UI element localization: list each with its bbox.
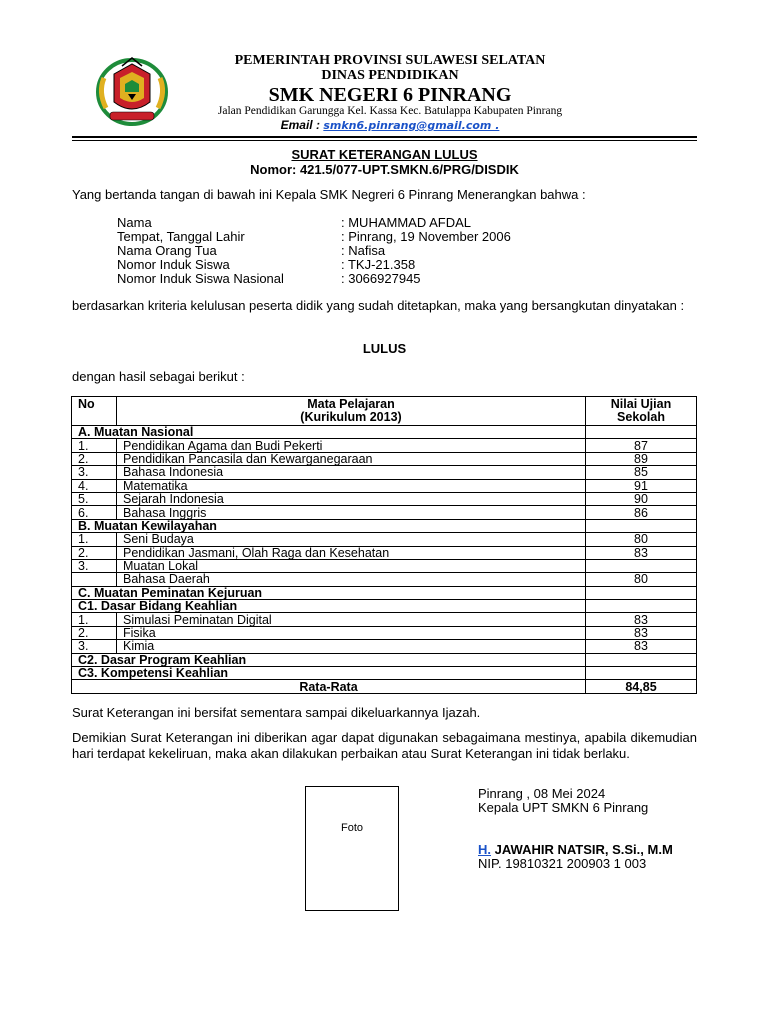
table-row (72, 573, 697, 586)
table-section-row (72, 586, 697, 599)
grades-table (71, 396, 697, 694)
table-row (72, 640, 697, 653)
subject-score (586, 653, 697, 666)
identity-value-nisn: : 3066927945 (341, 271, 421, 286)
identity-value-nis: : TKJ-21.358 (341, 257, 416, 272)
table-header-row (72, 397, 697, 426)
subject-score (586, 586, 697, 599)
subject-score: 83 (586, 640, 697, 653)
header-divider-thin (72, 140, 697, 141)
subject-score: 89 (586, 452, 697, 465)
row-number: 2. (72, 452, 117, 465)
section-title: C. Muatan Peminatan Kejuruan (72, 586, 586, 599)
row-number: 3. (72, 640, 117, 653)
header-score-line2: Sekolah (617, 410, 665, 424)
header-email-line (150, 118, 630, 132)
identity-value-birth: : Pinrang, 19 November 2006 (341, 229, 511, 244)
header-subject-line2: (Kurikulum 2013) (300, 410, 402, 424)
subject-name: Seni Budaya (117, 533, 586, 546)
subject-score: 90 (586, 492, 697, 505)
header-government: PEMERINTAH PROVINSI SULAWESI SELATAN (234, 53, 546, 68)
subject-name: Bahasa Inggris (117, 506, 586, 519)
row-number: 1. (72, 533, 117, 546)
table-section-row (72, 600, 697, 613)
table-row (72, 626, 697, 639)
subject-score: 85 (586, 466, 697, 479)
identity-value-parent: : Nafisa (341, 243, 386, 258)
identity-value-name: : MUHAMMAD AFDAL (341, 215, 472, 230)
signature-position: Kepala UPT SMKN 6 Pinrang (478, 800, 649, 815)
identity-label-parent: Nama Orang Tua (117, 243, 217, 258)
section-title: C2. Dasar Program Keahlian (72, 653, 586, 666)
row-number: 1. (72, 439, 117, 452)
signatory-nip: NIP. 19810321 200903 1 003 (478, 856, 647, 871)
section-title: C1. Dasar Bidang Keahlian (72, 600, 586, 613)
email-link[interactable]: smkn6.pinrang@gmail.com . (323, 119, 500, 132)
section-title: C3. Kompetensi Keahlian (72, 667, 586, 680)
subject-name: Pendidikan Jasmani, Olah Raga dan Kesehatan (117, 546, 586, 559)
table-row (72, 439, 697, 452)
table-row (72, 546, 697, 559)
signatory-name-prefix: H. (478, 842, 491, 857)
section-title: B. Muatan Kewilayahan (72, 519, 586, 532)
subject-score: 83 (586, 613, 697, 626)
header-department: DINAS PENDIDIKAN (321, 68, 459, 83)
subject-score: 87 (586, 439, 697, 452)
row-number: 2. (72, 626, 117, 639)
row-number: 5. (72, 492, 117, 505)
identity-label-nis: Nomor Induk Siswa (117, 257, 230, 272)
identity-label-name: Nama (117, 215, 152, 230)
subject-name: Kimia (117, 640, 586, 653)
closing-text: Demikian Surat Keterangan ini diberikan agar dapat digunakan sebagaimana mestinya, apabila dikemudian hari terdapat kekeliruan, maka akan dilakukan perbaikan atau Surat Keterangan ini tidak berlaku. (72, 730, 697, 761)
header-no: No (72, 397, 117, 426)
header-school-name: SMK NEGERI 6 PINRANG (268, 84, 512, 106)
criteria-text: berdasarkan kriteria kelulusan peserta didik yang sudah ditetapkan, maka yang bersangkutan dinyatakan : (72, 298, 685, 313)
signatory-name (478, 842, 673, 857)
status-lulus: LULUS (362, 341, 407, 356)
intro-text: Yang bertanda tangan di bawah ini Kepala SMK Negreri 6 Pinrang Menerangkan bahwa : (72, 187, 586, 202)
subject-name: Pendidikan Pancasila dan Kewarganegaraan (117, 452, 586, 465)
subject-name: Matematika (117, 479, 586, 492)
photo-label: Foto (340, 822, 363, 834)
header-score (586, 397, 697, 426)
photo-placeholder (305, 786, 399, 911)
letter-title: SURAT KETERANGAN LULUS (291, 147, 478, 162)
subject-score: 91 (586, 479, 697, 492)
row-number: 2. (72, 546, 117, 559)
signatory-name-text: JAWAHIR NATSIR, S.Si., M.M (491, 842, 673, 857)
subject-score: 83 (586, 626, 697, 639)
table-row (72, 479, 697, 492)
subject-name: Muatan Lokal (117, 559, 586, 572)
section-title: A. Muatan Nasional (72, 426, 586, 439)
header-subject-line1: Mata Pelajaran (307, 397, 395, 411)
subject-score (586, 667, 697, 680)
table-section-row (72, 519, 697, 532)
subject-score (586, 600, 697, 613)
subject-name: Pendidikan Agama dan Budi Pekerti (117, 439, 586, 452)
header-score-line1: Nilai Ujian (610, 397, 672, 411)
subject-name: Bahasa Daerah (117, 573, 586, 586)
average-label: Rata-Rata (72, 680, 586, 693)
table-section-row (72, 667, 697, 680)
table-section-row (72, 426, 697, 439)
subject-score (586, 426, 697, 439)
header-address: Jalan Pendidikan Garungga Kel. Kassa Kec. Batulappa Kabupaten Pinrang (217, 105, 563, 117)
results-intro: dengan hasil sebagai berikut : (72, 369, 245, 384)
subject-name: Sejarah Indonesia (117, 492, 586, 505)
average-value: 84,85 (586, 680, 697, 693)
letter-number: Nomor: 421.5/077-UPT.SMKN.6/PRG/DISDIK (250, 162, 519, 177)
row-number (72, 573, 117, 586)
subject-name: Simulasi Peminatan Digital (117, 613, 586, 626)
table-row (72, 506, 697, 519)
row-number: 4. (72, 479, 117, 492)
subject-score: 80 (586, 573, 697, 586)
row-number: 3. (72, 466, 117, 479)
identity-label-birth: Tempat, Tanggal Lahir (117, 229, 245, 244)
subject-score: 83 (586, 546, 697, 559)
identity-label-nisn: Nomor Induk Siswa Nasional (117, 271, 284, 286)
email-label: Email : (280, 118, 320, 132)
row-number: 3. (72, 559, 117, 572)
subject-name: Bahasa Indonesia (117, 466, 586, 479)
table-section-row (72, 653, 697, 666)
subject-name: Fisika (117, 626, 586, 639)
table-row (72, 466, 697, 479)
table-average-row (72, 680, 697, 693)
table-row (72, 533, 697, 546)
table-row (72, 559, 697, 572)
row-number: 6. (72, 506, 117, 519)
table-row (72, 492, 697, 505)
temporary-note: Surat Keterangan ini bersifat sementara sampai dikeluarkannya Ijazah. (72, 705, 481, 720)
signature-place-date: Pinrang , 08 Mei 2024 (478, 786, 606, 801)
table-row (72, 452, 697, 465)
row-number: 1. (72, 613, 117, 626)
table-row (72, 613, 697, 626)
subject-score: 86 (586, 506, 697, 519)
header-divider-thick (72, 136, 697, 138)
header-subject (117, 397, 586, 426)
subject-score (586, 519, 697, 532)
subject-score (586, 559, 697, 572)
subject-score: 80 (586, 533, 697, 546)
